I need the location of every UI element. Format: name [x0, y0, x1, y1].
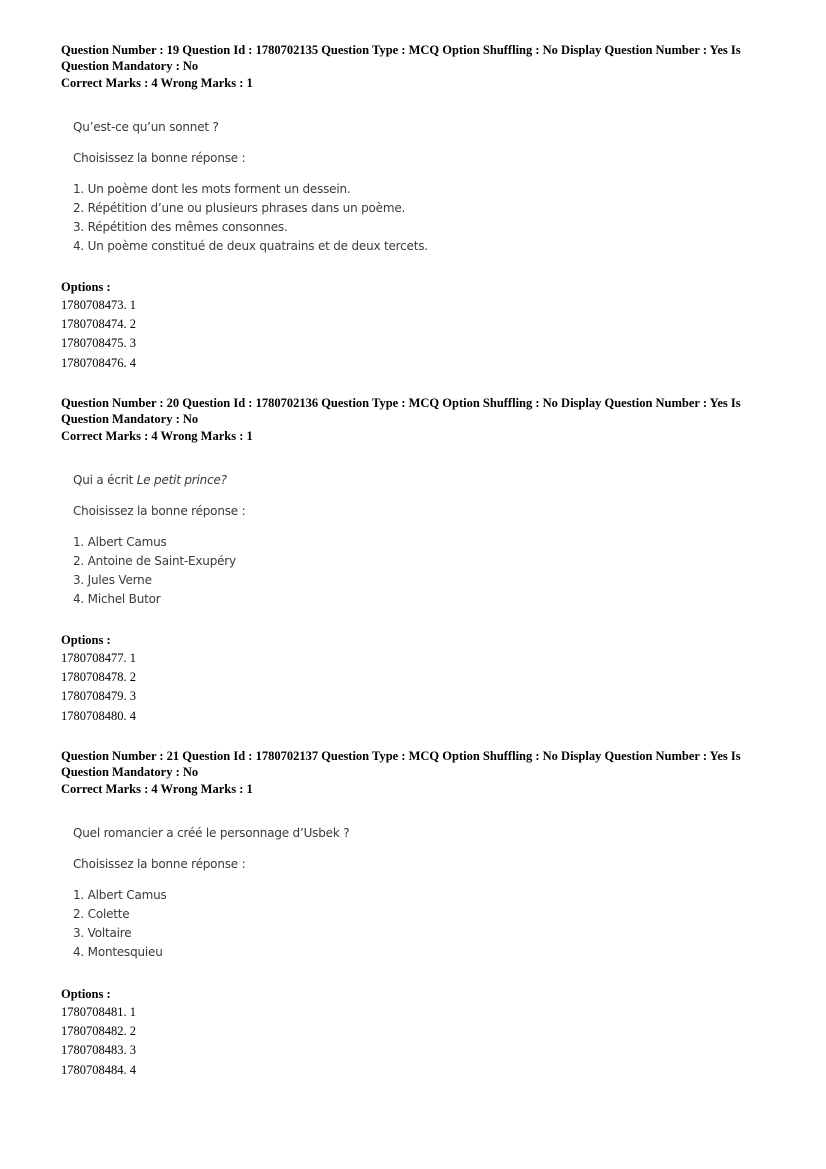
option-id-row: 1780708483. 3: [61, 1043, 136, 1058]
choice-list: [73, 533, 245, 609]
question-text-italic: Le petit prince?: [136, 473, 227, 487]
option-id-row: 1780708476. 4: [61, 355, 136, 370]
option-id-row: 1780708477. 1: [61, 651, 136, 665]
question-text-main: Quel romancier a créé le personnage d’Usbek ?: [73, 826, 350, 840]
options-block: [61, 631, 136, 726]
choice-item: 2. Répétition d’une ou plusieurs phrases dans un poème.: [73, 201, 406, 215]
options-label: Options :: [61, 280, 111, 294]
choice-item: 3. Jules Verne: [73, 573, 152, 587]
question-body: [73, 472, 245, 609]
option-id-row: 1780708481. 1: [61, 1005, 136, 1019]
option-id-row: 1780708480. 4: [61, 708, 136, 723]
question-text: [73, 825, 349, 841]
instruction-text: Choisissez la bonne réponse :: [73, 504, 246, 518]
choice-item: 2. Antoine de Saint-Exupéry: [73, 554, 236, 568]
question-block-20: [61, 395, 761, 723]
marks-line: Correct Marks : 4 Wrong Marks : 1: [61, 782, 253, 796]
marks-line: Correct Marks : 4 Wrong Marks : 1: [61, 76, 253, 90]
question-block-21: [61, 748, 761, 1077]
instruction-text: Choisissez la bonne réponse :: [73, 151, 246, 165]
question-text: [73, 119, 428, 135]
options-label: Options :: [61, 633, 111, 647]
question-block-19: [61, 42, 761, 370]
question-text: [73, 472, 245, 488]
option-id-row: 1780708482. 2: [61, 1024, 136, 1039]
question-body: [73, 119, 428, 256]
choice-item: 1. Albert Camus: [73, 535, 167, 549]
choice-list: [73, 180, 428, 256]
choice-item: 1. Un poème dont les mots forment un dessein.: [73, 182, 351, 196]
question-meta-line: Question Number : 19 Question Id : 1780702135 Question Type : MCQ Option Shuffling : No Display Question Number : Yes Is: [61, 43, 741, 57]
question-body: [73, 825, 349, 962]
choice-item: 1. Albert Camus: [73, 888, 167, 902]
choice-item: 3. Répétition des mêmes consonnes.: [73, 220, 288, 234]
question-text-main: Qui a écrit: [73, 473, 137, 487]
marks-line: Correct Marks : 4 Wrong Marks : 1: [61, 429, 253, 443]
choice-list: [73, 886, 349, 962]
options-block: [61, 278, 136, 373]
question-meta-line: Question Number : 20 Question Id : 1780702136 Question Type : MCQ Option Shuffling : No Display Question Number : Yes Is: [61, 396, 741, 410]
question-mandatory-line: Question Mandatory : No: [61, 412, 199, 426]
options-label: Options :: [61, 987, 111, 1001]
option-id-row: 1780708484. 4: [61, 1062, 136, 1077]
options-block: [61, 985, 136, 1080]
choice-item: 2. Colette: [73, 907, 130, 921]
question-meta-line: Question Number : 21 Question Id : 1780702137 Question Type : MCQ Option Shuffling : No Display Question Number : Yes Is: [61, 749, 741, 763]
choice-item: 4. Michel Butor: [73, 592, 161, 606]
instruction-text: Choisissez la bonne réponse :: [73, 857, 246, 871]
question-text-main: Qu’est-ce qu’un sonnet ?: [73, 120, 219, 134]
option-id-row: 1780708479. 3: [61, 689, 136, 704]
option-id-row: 1780708478. 2: [61, 670, 136, 685]
option-id-row: 1780708474. 2: [61, 317, 136, 332]
question-mandatory-line: Question Mandatory : No: [61, 765, 199, 779]
question-mandatory-line: Question Mandatory : No: [61, 59, 199, 73]
choice-item: 4. Un poème constitué de deux quatrains et de deux tercets.: [73, 239, 428, 253]
choice-item: 4. Montesquieu: [73, 945, 163, 959]
choice-item: 3. Voltaire: [73, 926, 132, 940]
option-id-row: 1780708473. 1: [61, 298, 136, 312]
option-id-row: 1780708475. 3: [61, 336, 136, 351]
